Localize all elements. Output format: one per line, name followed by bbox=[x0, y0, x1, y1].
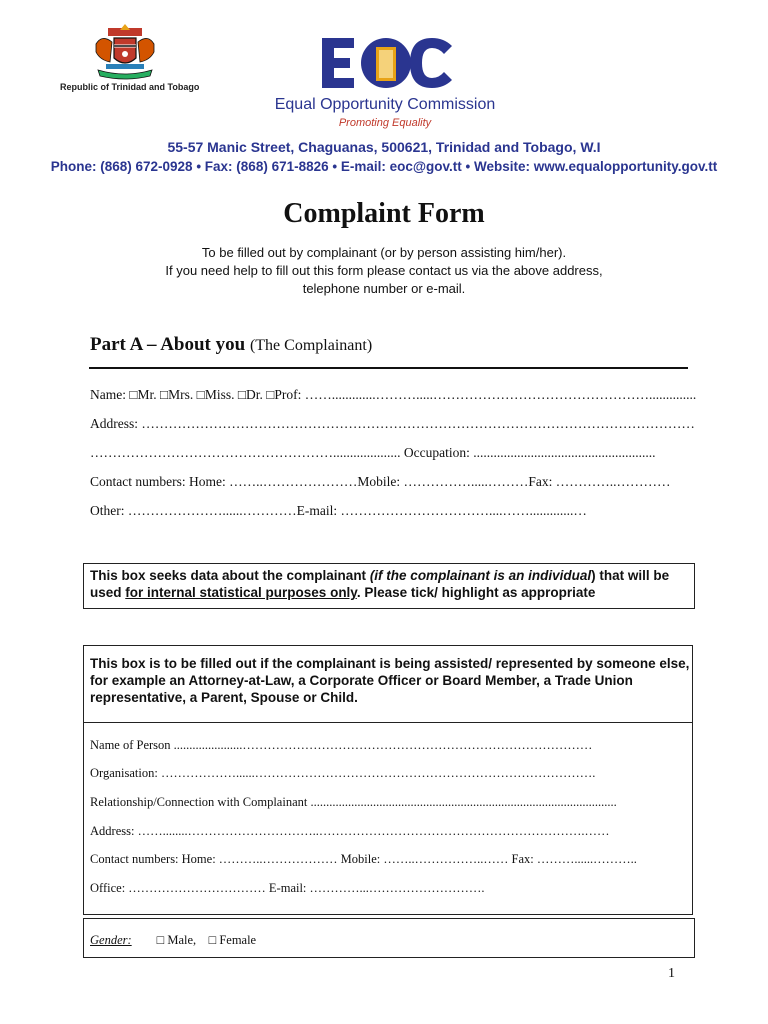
part-a-heading bbox=[90, 334, 372, 356]
part-a-heading-main: Part A – About you bbox=[90, 334, 246, 355]
coat-of-arms-logo bbox=[90, 24, 160, 82]
stats-text-part: . Please tick/ highlight as appropriate bbox=[356, 585, 596, 600]
intro-line: To be filled out by complainant (or by person assisting him/her). bbox=[201, 245, 567, 260]
stats-text-part: ) that will be used bbox=[90, 568, 670, 600]
stats-text-part: This box seeks data about the complainant bbox=[90, 568, 370, 583]
form-title: Complaint Form bbox=[283, 198, 485, 229]
stats-text-italic: (if the complainant is an individual bbox=[369, 568, 592, 583]
org-address: 55-57 Manic Street, Chaguanas, 500621, Trinidad and Tobago, W.I bbox=[167, 139, 601, 155]
organisation-field[interactable]: Organisation: ………………......………………………………………………………………………. bbox=[90, 766, 596, 780]
eoc-logo bbox=[318, 34, 458, 92]
gender-row bbox=[90, 933, 256, 948]
representative-contact-field[interactable]: Contact numbers: Home: ………..……………… Mobile: ……..……………..…… Fax: ………......……….. bbox=[90, 852, 637, 866]
page-number: 1 bbox=[668, 966, 675, 981]
gender-female-checkbox[interactable]: □ Female bbox=[208, 933, 257, 947]
intro-line: If you need help to fill out this form please contact us via the above address, bbox=[165, 263, 603, 278]
address-field[interactable]: Address: …………………………………………………………………………………………………………… bbox=[90, 416, 695, 431]
representative-address-field[interactable]: Address: ……........…………………………..……………………………………………………….…… bbox=[90, 824, 610, 838]
representative-box-description: This box is to be filled out if the complainant is being assisted/ represented by someone else, for example an Attorney-at-Law, a Corporate Officer or Board Member, a Trade Union representative, a Parent, Spouse or Child. bbox=[90, 656, 690, 705]
org-contact-info: Phone: (868) 672-0928 • Fax: (868) 671-8826 • E-mail: eoc@gov.tt • Website: www.equalopportunity.gov.tt bbox=[50, 159, 718, 174]
representative-name-field[interactable]: Name of Person ......................………………………………………………………………………… bbox=[90, 738, 593, 752]
part-a-heading-sub: (The Complainant) bbox=[249, 337, 373, 354]
occupation-field[interactable]: ……………………………………………….................... Occupation: ...................................................... bbox=[90, 445, 656, 460]
crest-caption: Republic of Trinidad and Tobago bbox=[60, 82, 200, 92]
gender-label: Gender: bbox=[90, 933, 132, 947]
statistics-box-text bbox=[90, 567, 690, 601]
section-divider bbox=[89, 367, 688, 369]
contact-numbers-field[interactable]: Contact numbers: Home: ……..…………………Mobile: …………….....………Fax: …………..………… bbox=[90, 474, 671, 489]
stats-text-underline: for internal statistical purposes only bbox=[125, 585, 357, 600]
representative-office-email-field[interactable]: Office: …………………………… E-mail: …………...………………………. bbox=[90, 881, 485, 895]
gender-male-checkbox[interactable]: □ Male, bbox=[156, 933, 197, 947]
other-email-field[interactable]: Other: …………………......…………E-mail: ……………………………....…….............… bbox=[90, 503, 587, 518]
name-field[interactable]: Name: □Mr. □Mrs. □Miss. □Dr. □Prof: …….............……….....………………………………………….............. bbox=[90, 387, 697, 402]
org-name: Equal Opportunity Commission bbox=[274, 96, 496, 113]
intro-line: telephone number or e-mail. bbox=[302, 281, 466, 296]
relationship-field[interactable]: Relationship/Connection with Complainant .................................................................................................. bbox=[90, 795, 617, 809]
box-divider bbox=[83, 722, 693, 723]
org-tagline: Promoting Equality bbox=[338, 117, 432, 129]
